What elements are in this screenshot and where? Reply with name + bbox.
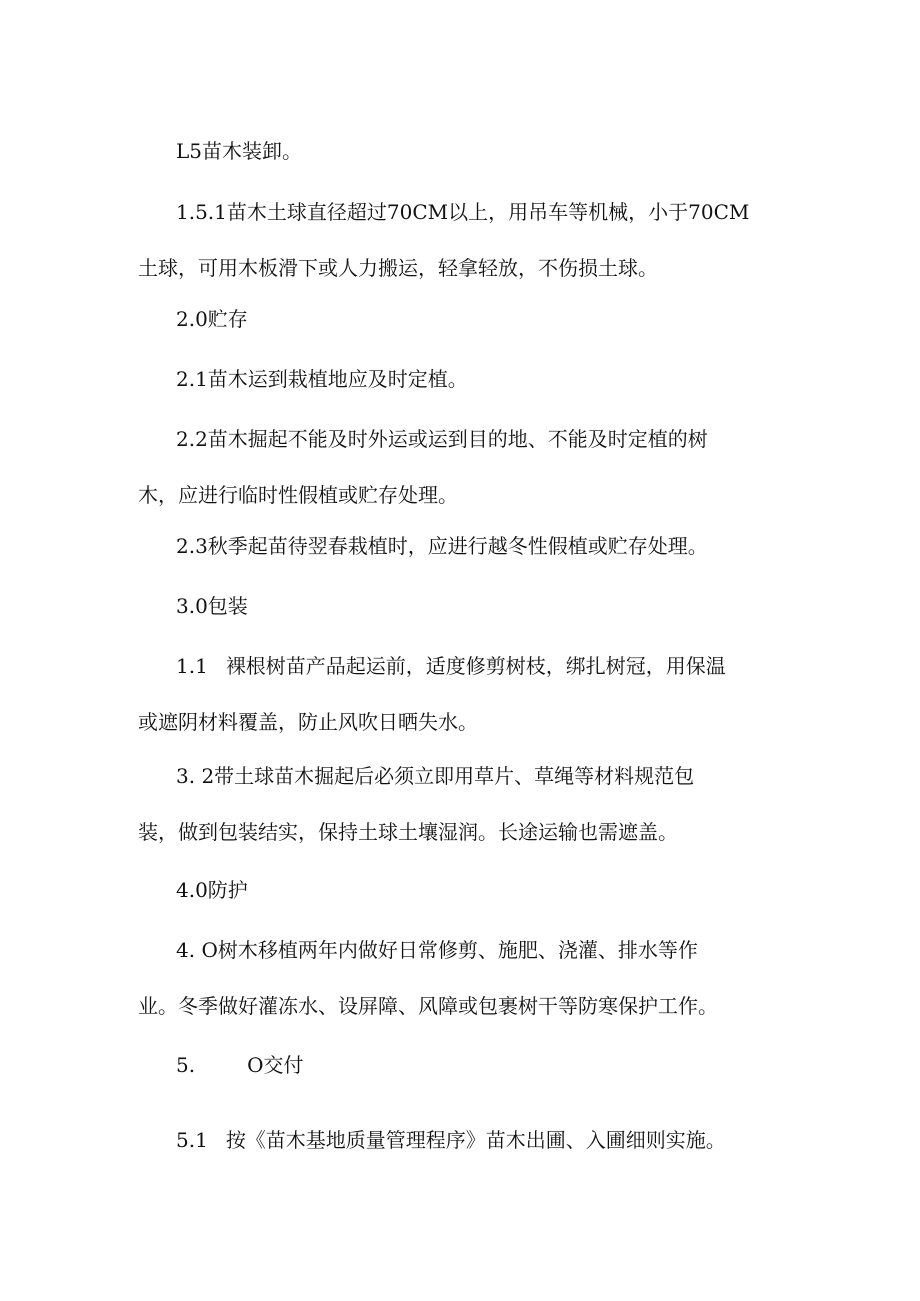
paragraph-3-2 [138, 748, 778, 860]
paragraph-text: 或遮阴材料覆盖，防止风吹日晒失水。 [138, 710, 478, 734]
paragraph-line [138, 411, 778, 467]
section-2-0-text: 2.0贮存 [176, 307, 248, 331]
paragraph-2-3 [176, 531, 708, 561]
section-5-0-text: O交付 [247, 1053, 304, 1077]
section-3-0-heading [176, 591, 248, 621]
paragraph-text: 裸根树苗产品起运前，适度修剪树枝，绑扎树冠，用保温 [225, 654, 726, 678]
paragraph-number: 1.1 [176, 654, 208, 678]
section-1-5-heading [176, 136, 302, 166]
paragraph-text: 1.5.1苗木土球直径超过70CM以上，用吊车等机械，小于70CM [176, 200, 750, 224]
section-2-0-heading [176, 304, 248, 334]
paragraph-line [138, 748, 778, 804]
paragraph-line [138, 184, 778, 240]
paragraph-2-2 [138, 411, 778, 523]
paragraph-number: 5.1 [176, 1128, 208, 1152]
paragraph-line [138, 922, 778, 978]
paragraph-line [138, 694, 778, 750]
paragraph-text: 2.2苗木掘起不能及时外运或运到目的地、不能及时定植的树 [176, 427, 708, 451]
paragraph-line [138, 978, 778, 1034]
paragraph-text: 4. O树木移植两年内做好日常修剪、施肥、浇灌、排水等作 [176, 938, 698, 962]
paragraph-2-1 [176, 364, 468, 394]
paragraph-text: 按《苗木基地质量管理程序》苗木出圃、入圃细则实施。 [225, 1128, 726, 1152]
paragraph-text: 2.1苗木运到栽植地应及时定植。 [176, 367, 468, 391]
paragraph-1-5-1 [138, 184, 778, 296]
paragraph-text: 2.3秋季起苗待翌春栽植时，应进行越冬性假植或贮存处理。 [176, 534, 708, 558]
paragraph-line [138, 467, 778, 523]
paragraph-text: 土球，可用木板滑下或人力搬运，轻拿轻放，不伤损土球。 [138, 256, 658, 280]
paragraph-text: 业。冬季做好灌冻水、设屏障、风障或包裹树干等防寒保护工作。 [138, 994, 718, 1018]
section-3-0-text: 3.0包装 [176, 594, 248, 618]
section-number: 5. [176, 1053, 196, 1077]
paragraph-text: 木，应进行临时性假植或贮存处理。 [138, 483, 458, 507]
section-4-0-text: 4.0防护 [176, 878, 248, 902]
paragraph-5-1 [176, 1125, 726, 1155]
paragraph-line [138, 804, 778, 860]
section-1-5-text: L5苗木装卸。 [176, 139, 303, 163]
paragraph-1-1 [138, 638, 778, 750]
section-5-0-heading [176, 1050, 304, 1080]
paragraph-line [138, 240, 778, 296]
paragraph-line [138, 638, 778, 694]
section-4-0-heading [176, 875, 248, 905]
paragraph-text: 3. 2带土球苗木掘起后必须立即用草片、草绳等材料规范包 [176, 764, 695, 788]
paragraph-text: 装，做到包装结实，保持土球土壤湿润。长途运输也需遮盖。 [138, 820, 678, 844]
paragraph-4-0 [138, 922, 778, 1034]
